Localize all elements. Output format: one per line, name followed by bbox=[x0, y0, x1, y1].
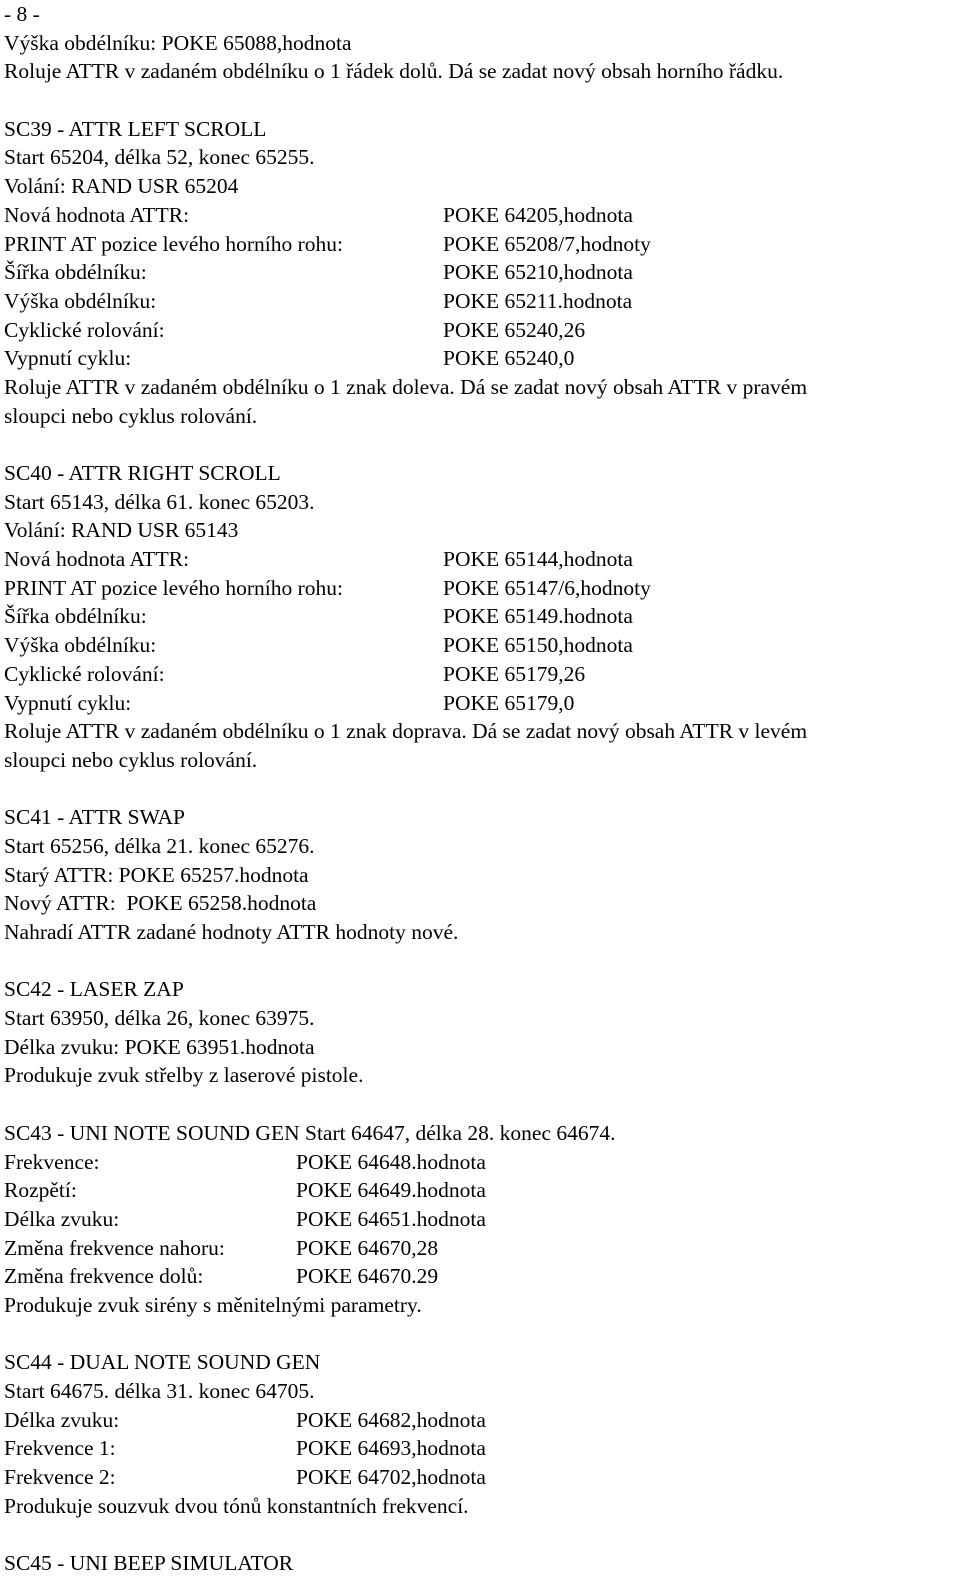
sound-length: Délka zvuku: POKE 63951.hodnota bbox=[4, 1034, 315, 1059]
section-sc41 bbox=[4, 803, 956, 946]
param-label: Vypnutí cyklu: bbox=[4, 346, 132, 371]
section-title: SC43 - UNI NOTE SOUND GEN Start 64647, délka 28. konec 64674. bbox=[4, 1120, 616, 1145]
new-attr: Nový ATTR: POKE 65258.hodnota bbox=[4, 891, 317, 916]
param-value: POKE 64205,hodnota bbox=[443, 202, 633, 227]
param-label: Šířka obdélníku: bbox=[4, 260, 147, 285]
param-label: Změna frekvence nahoru: bbox=[4, 1235, 225, 1260]
section-title: SC44 - DUAL NOTE SOUND GEN bbox=[4, 1350, 321, 1375]
param-value: POKE 65147/6,hodnoty bbox=[443, 575, 651, 600]
param-value: POKE 64670.29 bbox=[296, 1264, 439, 1289]
section-start: Start 65204, délka 52, konec 65255. bbox=[4, 145, 315, 170]
section-title: SC42 - LASER ZAP bbox=[4, 977, 184, 1002]
param-value: POKE 65240,26 bbox=[443, 317, 586, 342]
param-row bbox=[4, 1205, 956, 1234]
param-value: POKE 65144,hodnota bbox=[443, 547, 633, 572]
spacer bbox=[4, 1520, 956, 1549]
section-description: Produkuje zvuk střelby z laserové pistole. bbox=[4, 1063, 364, 1088]
spacer bbox=[4, 1090, 956, 1119]
param-row bbox=[4, 1148, 956, 1177]
section-description-cont: sloupci nebo cyklus rolování. bbox=[4, 747, 258, 772]
document-page bbox=[4, 0, 956, 1578]
section-start: Start 65256, délka 21. konec 65276. bbox=[4, 833, 315, 858]
param-value: POKE 64670,28 bbox=[296, 1235, 439, 1260]
spacer bbox=[4, 1320, 956, 1349]
param-value: POKE 64648.hodnota bbox=[296, 1149, 486, 1174]
param-label: Změna frekvence dolů: bbox=[4, 1264, 204, 1289]
param-label: Frekvence 1: bbox=[4, 1436, 116, 1461]
section-sc40 bbox=[4, 459, 956, 775]
spacer bbox=[4, 430, 956, 459]
param-row bbox=[4, 1262, 956, 1291]
spacer bbox=[4, 86, 956, 115]
param-label: Šířka obdélníku: bbox=[4, 604, 147, 629]
intro-line-2: Roluje ATTR v zadaném obdélníku o 1 řádek dolů. Dá se zadat nový obsah horního řádku. bbox=[4, 59, 784, 84]
section-start: Start 63950, délka 26, konec 63975. bbox=[4, 1006, 315, 1031]
section-start: Start 64675. délka 31. konec 64705. bbox=[4, 1379, 315, 1403]
param-row bbox=[4, 258, 956, 287]
param-label: Výška obdélníku: bbox=[4, 633, 157, 658]
param-value: POKE 65210,hodnota bbox=[443, 260, 633, 285]
param-label: Cyklické rolování: bbox=[4, 317, 165, 342]
param-value: POKE 64682,hodnota bbox=[296, 1407, 486, 1432]
param-value: POKE 64651.hodnota bbox=[296, 1206, 486, 1231]
param-row bbox=[4, 660, 956, 689]
section-description: Roluje ATTR v zadaném obdélníku o 1 znak doleva. Dá se zadat nový obsah ATTR v pravém bbox=[4, 374, 808, 399]
param-value: POKE 65149.hodnota bbox=[443, 604, 633, 629]
param-label: Cyklické rolování: bbox=[4, 661, 165, 686]
param-label: PRINT AT pozice levého horního rohu: bbox=[4, 231, 343, 256]
param-row bbox=[4, 344, 956, 373]
section-call: Volání: RAND USR 65143 bbox=[4, 518, 239, 543]
param-label: Nová hodnota ATTR: bbox=[4, 202, 190, 227]
spacer bbox=[4, 775, 956, 804]
section-description: Roluje ATTR v zadaném obdélníku o 1 znak doprava. Dá se zadat nový obsah ATTR v levém bbox=[4, 719, 808, 744]
param-value: POKE 64649.hodnota bbox=[296, 1178, 486, 1203]
section-call: Volání: RAND USR 65204 bbox=[4, 174, 239, 199]
section-description: Produkuje souzvuk dvou tónů konstantních frekvencí. bbox=[4, 1493, 469, 1518]
param-row bbox=[4, 545, 956, 574]
param-label: Rozpětí: bbox=[4, 1178, 77, 1203]
section-start: Start 65143, délka 61. konec 65203. bbox=[4, 489, 315, 514]
param-row bbox=[4, 1463, 956, 1492]
spacer bbox=[4, 947, 956, 976]
section-sc42 bbox=[4, 975, 956, 1090]
param-row bbox=[4, 287, 956, 316]
param-label: Nová hodnota ATTR: bbox=[4, 547, 190, 572]
section-title: SC45 - UNI BEEP SIMULATOR bbox=[4, 1551, 294, 1576]
param-value: POKE 65240,0 bbox=[443, 346, 575, 371]
param-row bbox=[4, 201, 956, 230]
param-row bbox=[4, 689, 956, 718]
param-row bbox=[4, 1434, 956, 1463]
param-row bbox=[4, 574, 956, 603]
section-description-cont: sloupci nebo cyklus rolování. bbox=[4, 403, 258, 428]
section-title: SC39 - ATTR LEFT SCROLL bbox=[4, 116, 267, 141]
intro-line-1: Výška obdélníku: POKE 65088,hodnota bbox=[4, 30, 352, 55]
section-description: Produkuje zvuk sirény s měnitelnými parametry. bbox=[4, 1292, 422, 1317]
section-sc43 bbox=[4, 1119, 956, 1320]
param-row bbox=[4, 316, 956, 345]
param-value: POKE 64702,hodnota bbox=[296, 1465, 486, 1490]
section-description: Nahradí ATTR zadané hodnoty ATTR hodnoty nové. bbox=[4, 920, 459, 944]
param-value: POKE 64693,hodnota bbox=[296, 1436, 486, 1461]
param-label: Vypnutí cyklu: bbox=[4, 690, 132, 715]
section-sc45 bbox=[4, 1549, 956, 1578]
param-label: Frekvence 2: bbox=[4, 1465, 116, 1490]
section-title: SC41 - ATTR SWAP bbox=[4, 805, 185, 830]
param-value: POKE 65150,hodnota bbox=[443, 633, 633, 658]
param-row bbox=[4, 602, 956, 631]
page-number: - 8 - bbox=[4, 2, 40, 26]
old-attr: Starý ATTR: POKE 65257.hodnota bbox=[4, 862, 309, 887]
section-sc39 bbox=[4, 115, 956, 431]
param-row bbox=[4, 230, 956, 259]
param-row bbox=[4, 1234, 956, 1263]
param-label: PRINT AT pozice levého horního rohu: bbox=[4, 575, 343, 600]
param-value: POKE 65211.hodnota bbox=[443, 288, 633, 313]
param-label: Frekvence: bbox=[4, 1149, 100, 1174]
param-row bbox=[4, 631, 956, 660]
param-value: POKE 65179,26 bbox=[443, 661, 586, 686]
param-value: POKE 65179,0 bbox=[443, 690, 575, 715]
section-title: SC40 - ATTR RIGHT SCROLL bbox=[4, 461, 281, 485]
param-label: Délka zvuku: bbox=[4, 1407, 120, 1432]
param-label: Délka zvuku: bbox=[4, 1206, 120, 1231]
param-row bbox=[4, 1406, 956, 1435]
param-label: Výška obdélníku: bbox=[4, 288, 157, 313]
param-row bbox=[4, 1176, 956, 1205]
param-value: POKE 65208/7,hodnoty bbox=[443, 231, 651, 256]
section-sc44 bbox=[4, 1348, 956, 1520]
